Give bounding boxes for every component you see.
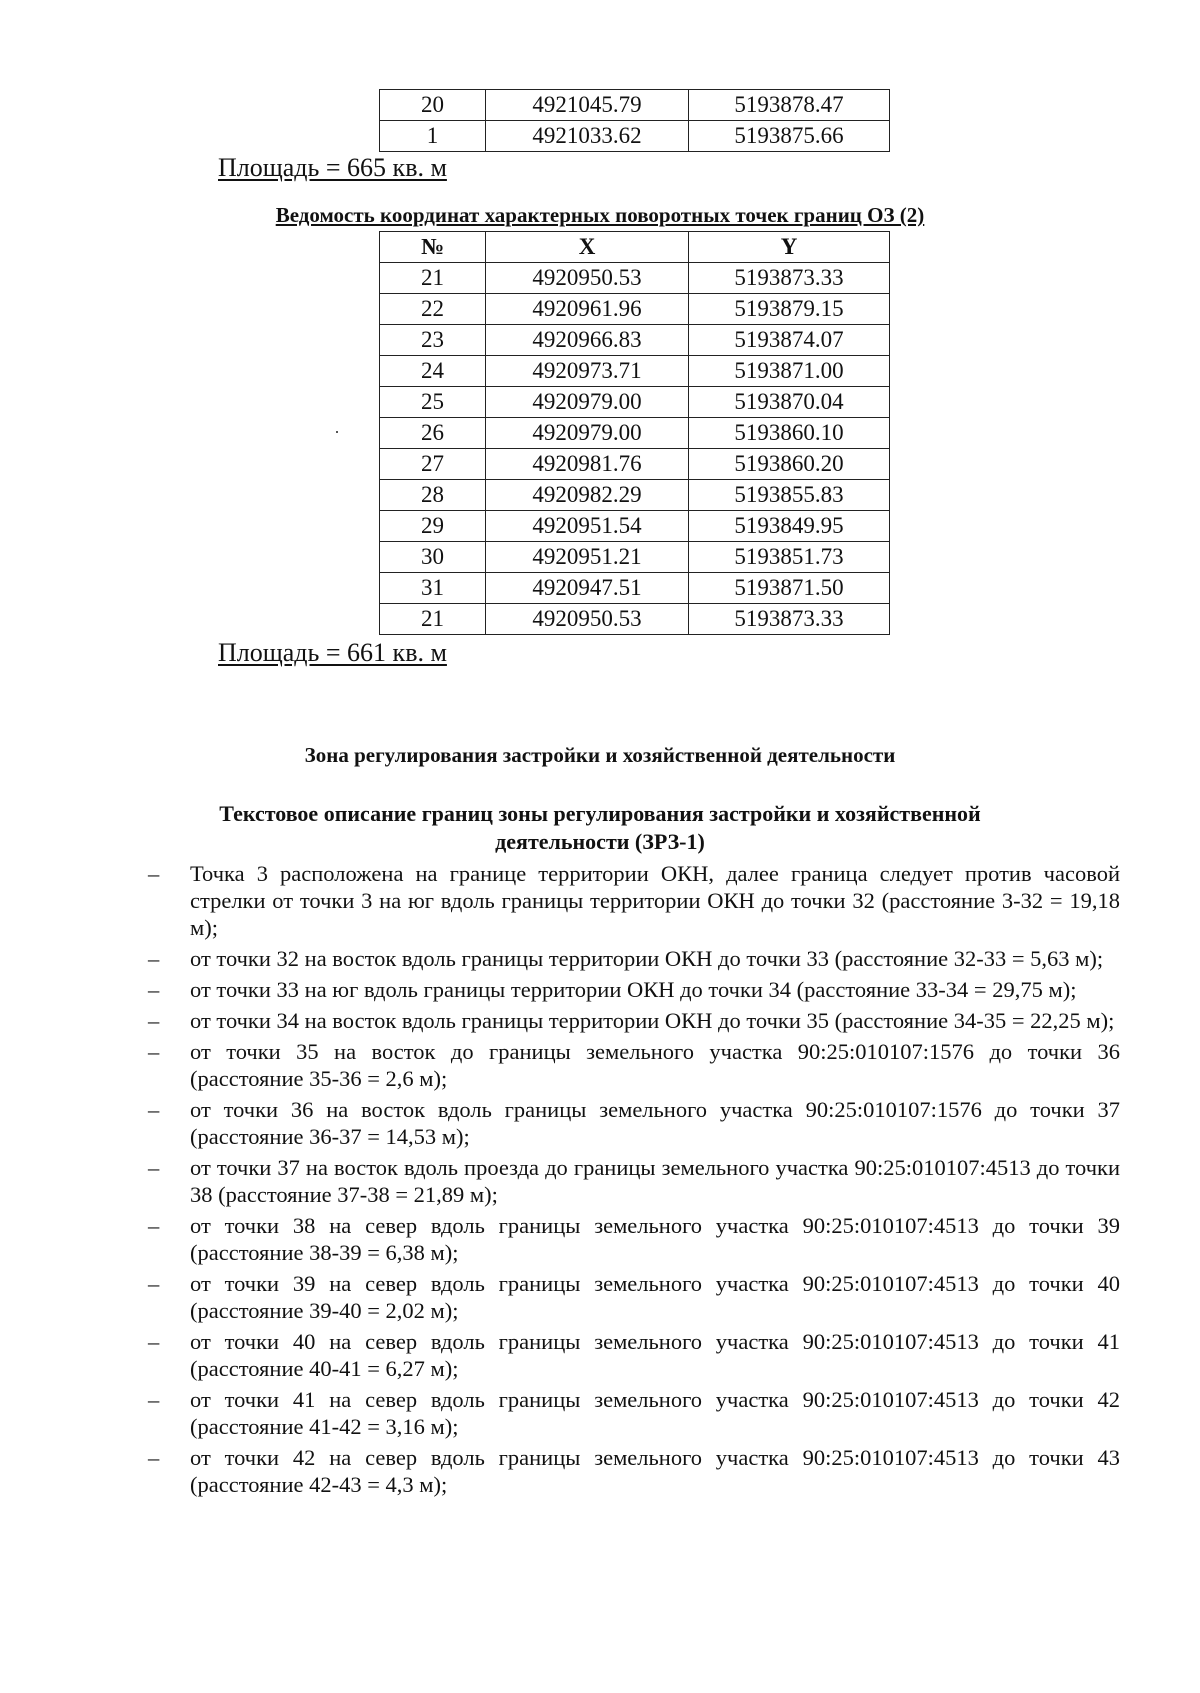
point-number-cell: 23 [380,325,486,356]
list-item [0,1328,1200,1382]
point-number-cell: 22 [380,294,486,325]
list-item [0,860,1200,941]
list-item [0,1154,1200,1208]
list-marker: – [148,1271,160,1296]
table-row [380,480,890,511]
list-item [0,945,1200,972]
x-coordinate-cell: 4920966.83 [486,325,689,356]
list-marker: – [148,1387,160,1412]
list-item-text: от точки 35 на восток до границы земельного участка 90:25:010107:1576 до точки 36 (расстояние 35-36 = 2,6 м); [190,1039,1120,1091]
table-row [380,90,890,121]
area-label: Площадь = 661 кв. м [218,638,447,667]
y-coordinate-cell: 5193879.15 [689,294,890,325]
list-marker: – [148,1039,160,1064]
point-number-cell: 30 [380,542,486,573]
list-item-text: от точки 42 на север вдоль границы земельного участка 90:25:010107:4513 до точки 43 (расстояние 42-43 = 4,3 м); [190,1445,1120,1497]
point-number-cell: 28 [380,480,486,511]
point-number-cell: 20 [380,90,486,121]
y-coordinate-cell: 5193875.66 [689,121,890,152]
column-header-number: № [380,232,486,263]
list-marker: – [148,1155,160,1180]
table-row [380,387,890,418]
y-coordinate-cell: 5193849.95 [689,511,890,542]
table-row [380,604,890,635]
x-coordinate-cell: 4921045.79 [486,90,689,121]
x-coordinate-cell: 4920979.00 [486,387,689,418]
table-row [380,542,890,573]
list-marker: – [148,1445,160,1470]
point-number-cell: 21 [380,263,486,294]
boundary-description-list [0,860,1200,1502]
point-number-cell: 29 [380,511,486,542]
table-header-row [380,232,890,263]
y-coordinate-cell: 5193878.47 [689,90,890,121]
list-marker: – [148,1329,160,1354]
column-header-x: X [486,232,689,263]
y-coordinate-cell: 5193860.20 [689,449,890,480]
y-coordinate-cell: 5193870.04 [689,387,890,418]
list-item-text: от точки 32 на восток вдоль границы территории ОКН до точки 33 (расстояние 32-33 = 5,63 м); [190,946,1104,971]
point-number-cell: 31 [380,573,486,604]
column-header-y: Y [689,232,890,263]
table-row [380,511,890,542]
table-row [380,325,890,356]
list-marker: – [148,1213,160,1238]
table-caption: Ведомость координат характерных поворотных точек границ ОЗ (2) [275,203,925,227]
table-row [380,418,890,449]
x-coordinate-cell: 4920961.96 [486,294,689,325]
list-marker: – [148,977,160,1002]
stray-mark [336,431,338,433]
y-coordinate-cell: 5193855.83 [689,480,890,511]
y-coordinate-cell: 5193871.50 [689,573,890,604]
x-coordinate-cell: 4920950.53 [486,604,689,635]
section-heading: Зона регулирования застройки и хозяйственной деятельности [304,743,896,767]
table-row [380,121,890,152]
x-coordinate-cell: 4920951.54 [486,511,689,542]
y-coordinate-cell: 5193871.00 [689,356,890,387]
table-row [380,449,890,480]
x-coordinate-cell: 4920973.71 [486,356,689,387]
list-item-text: от точки 34 на восток вдоль границы территории ОКН до точки 35 (расстояние 34-35 = 22,25 м); [190,1008,1115,1033]
list-item-text: от точки 36 на восток вдоль границы земельного участка 90:25:010107:1576 до точки 37 (расстояние 36-37 = 14,53 м); [190,1097,1120,1149]
list-item [0,1270,1200,1324]
list-item-text: от точки 40 на север вдоль границы земельного участка 90:25:010107:4513 до точки 41 (расстояние 40-41 = 6,27 м); [190,1329,1120,1381]
coordinates-table-oz2 [379,231,890,635]
list-marker: – [148,861,160,886]
y-coordinate-cell: 5193873.33 [689,604,890,635]
area-label: Площадь = 665 кв. м [218,153,447,182]
x-coordinate-cell: 4920982.29 [486,480,689,511]
x-coordinate-cell: 4920950.53 [486,263,689,294]
table-row [380,573,890,604]
list-marker: – [148,1097,160,1122]
table-row [380,294,890,325]
list-item [0,976,1200,1003]
list-item-text: от точки 33 на юг вдоль границы территории ОКН до точки 34 (расстояние 33-34 = 29,75 м); [190,977,1077,1002]
description-heading [0,800,1200,856]
list-item [0,1096,1200,1150]
coordinates-table-continued [379,89,890,152]
list-item-text: от точки 38 на север вдоль границы земельного участка 90:25:010107:4513 до точки 39 (расстояние 38-39 = 6,38 м); [190,1213,1120,1265]
x-coordinate-cell: 4920979.00 [486,418,689,449]
table-body [380,263,890,635]
description-heading-line: Текстовое описание границ зоны регулирования застройки и хозяйственной [219,801,981,826]
list-item [0,1444,1200,1498]
point-number-cell: 25 [380,387,486,418]
table-row [380,356,890,387]
point-number-cell: 27 [380,449,486,480]
list-item-text: Точка 3 расположена на границе территории ОКН, далее граница следует против часовой стрелки от точки 3 на юг вдоль границы территории ОКН до точки 32 (расстояние 3-32 = 19,18 м); [190,861,1120,940]
y-coordinate-cell: 5193873.33 [689,263,890,294]
y-coordinate-cell: 5193874.07 [689,325,890,356]
y-coordinate-cell: 5193851.73 [689,542,890,573]
y-coordinate-cell: 5193860.10 [689,418,890,449]
list-item-text: от точки 37 на восток вдоль проезда до границы земельного участка 90:25:010107:4513 до точки 38 (расстояние 37-38 = 21,89 м); [190,1155,1120,1207]
x-coordinate-cell: 4921033.62 [486,121,689,152]
list-item-text: от точки 39 на север вдоль границы земельного участка 90:25:010107:4513 до точки 40 (расстояние 39-40 = 2,02 м); [190,1271,1120,1323]
point-number-cell: 21 [380,604,486,635]
list-item [0,1038,1200,1092]
x-coordinate-cell: 4920951.21 [486,542,689,573]
point-number-cell: 1 [380,121,486,152]
list-marker: – [148,946,160,971]
list-item-text: от точки 41 на север вдоль границы земельного участка 90:25:010107:4513 до точки 42 (расстояние 41-42 = 3,16 м); [190,1387,1120,1439]
x-coordinate-cell: 4920947.51 [486,573,689,604]
point-number-cell: 26 [380,418,486,449]
x-coordinate-cell: 4920981.76 [486,449,689,480]
list-marker: – [148,1008,160,1033]
description-heading-line: деятельности (ЗРЗ-1) [495,829,705,854]
list-item [0,1212,1200,1266]
list-item [0,1007,1200,1034]
point-number-cell: 24 [380,356,486,387]
list-item [0,1386,1200,1440]
table-row [380,263,890,294]
